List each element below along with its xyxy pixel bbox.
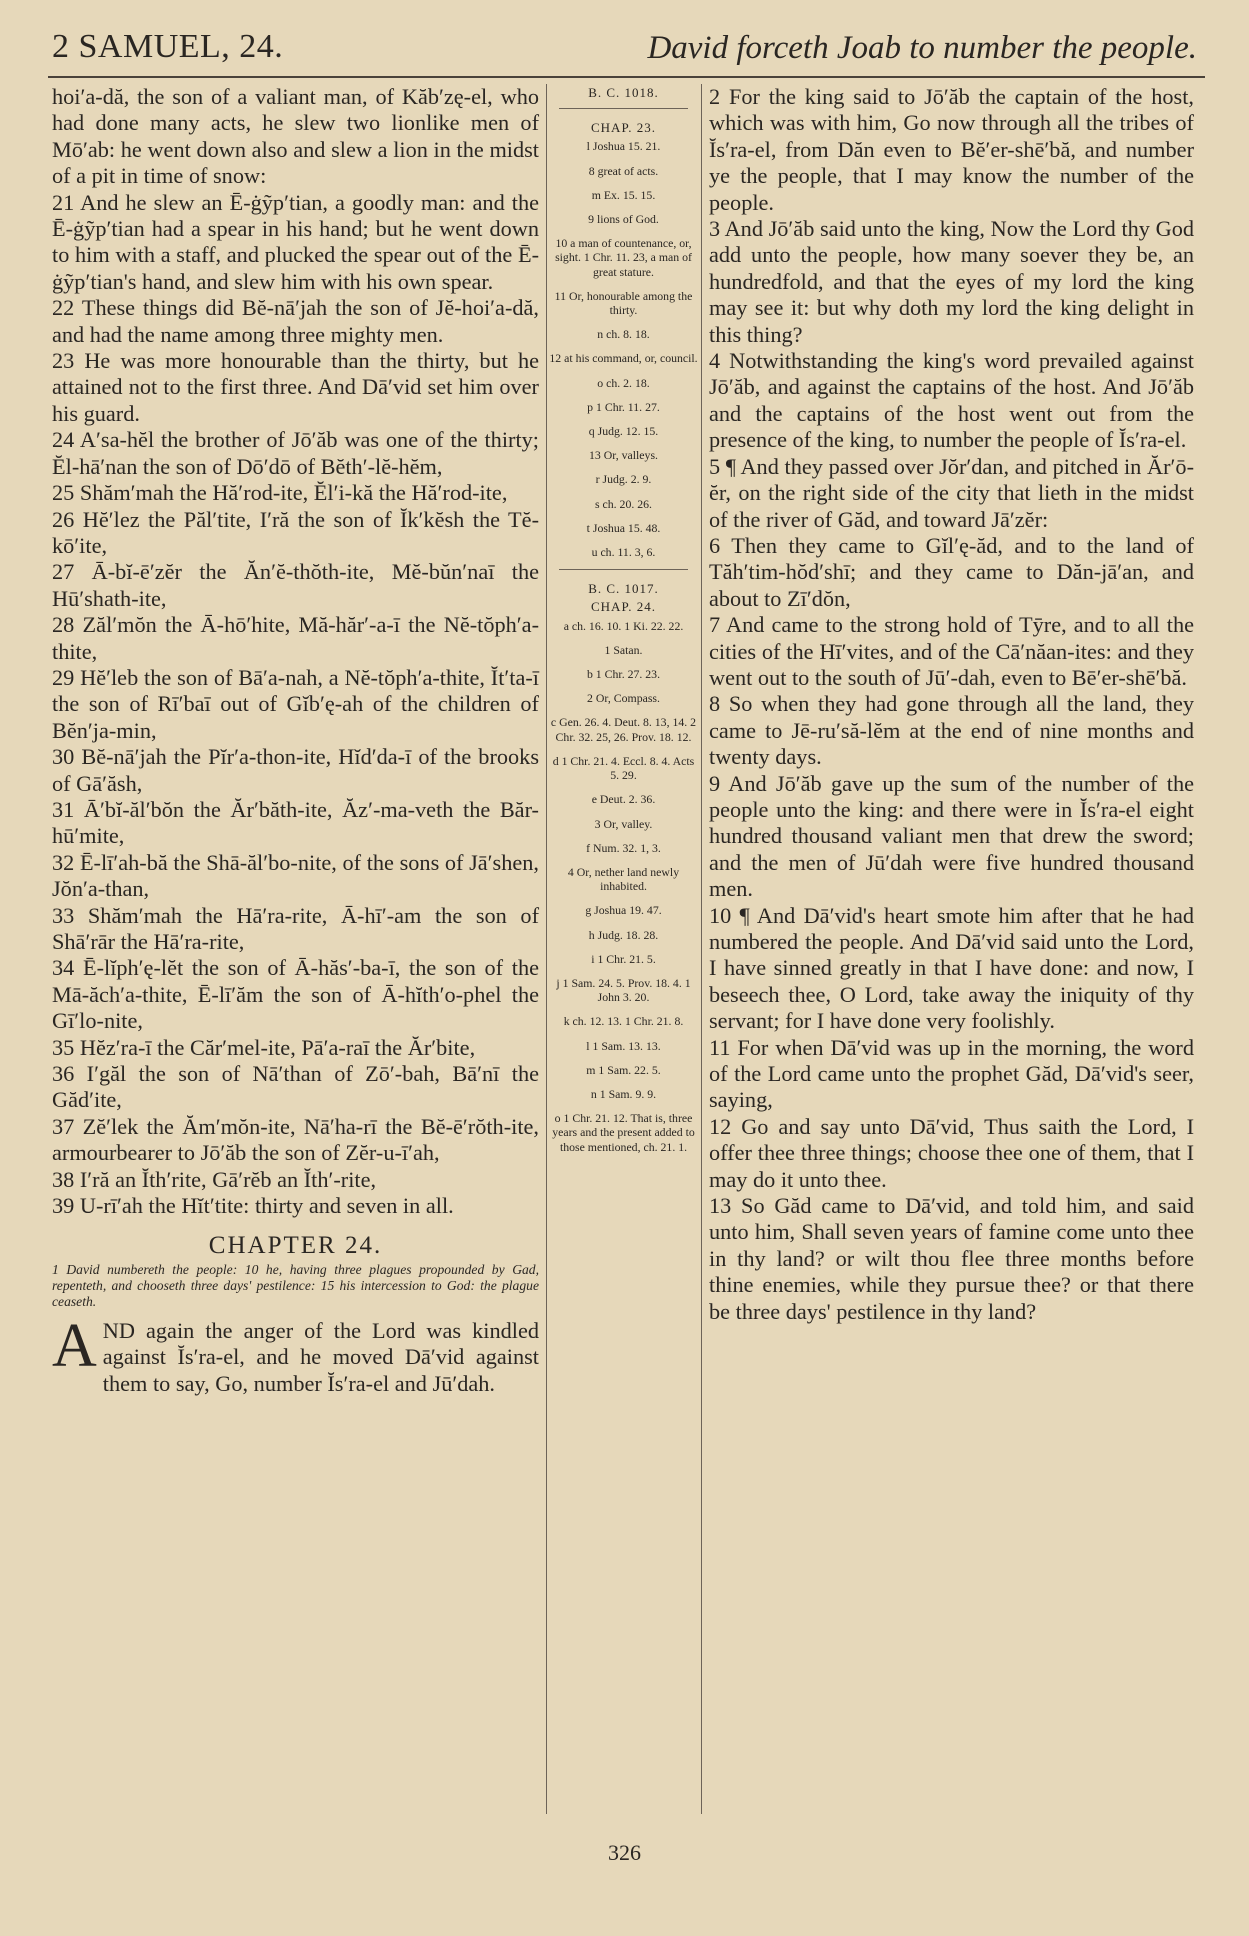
verse: 28 Zăl′mŏn the Ā-hō′hite, Mă-hăr′-a-ī the Nĕ-tŏph′a-thite, [52, 612, 539, 664]
verse: 11 For when Dā′vid was up in the morning, the word of the Lord came unto the prophet Găd, Dā′vid's seer, saying, [709, 1034, 1194, 1113]
divider [559, 569, 688, 570]
reference: r Judg. 2. 9. [595, 472, 652, 487]
reference: j 1 Sam. 24. 5. Prov. 18. 4. 1 John 3. 20. [556, 975, 691, 1005]
verse: 31 Ā′bĭ-ăl′bŏn the Ăr′băth-ite, Ăz′-ma-veth the Băr-hū′mite, [52, 796, 539, 849]
verse: 39 U-rī′ah the Hĭt′tite: thirty and seven in all. [52, 1193, 454, 1219]
verse: 2 For the king said to Jō′ăb the captain of the host, which was with him, Go now through all the tribes of Ĭs′ra-el, from Dăn even to Bĕ′er-shē′bă, and number ye the people, that I may know the number of the people. [709, 84, 1194, 215]
marginal-references [549, 86, 698, 1164]
verse: 29 Hĕ′leb the son of Bā′a-nah, a Nĕ-tŏph′a-thite, Ĭt′ta-ī the son of Rī′baī out of Gĭb′ę-ah of the children of Bĕn′ja-min, [52, 664, 539, 743]
reference: t Joshua 15. 48. [586, 520, 661, 535]
verse: 5 ¶ And they passed over Jŏr′dan, and pitched in Ăr′ō-ĕr, on the right side of the city that lieth in the midst of the river of Găd, and toward Jā′zĕr: [709, 453, 1194, 532]
verse: 10 ¶ And Dā′vid's heart smote him after that he had numbered the people. And Dā′vid said unto the Lord, I have sinned greatly in that I have done: and now, I beseech thee, O Lord, take away the iniquity of thy servant; for I have done very foolishly. [709, 902, 1194, 1034]
verse: 13 So Găd came to Dā′vid, and told him, and said unto him, Shall seven years of famine come unto thee in thy land? or wilt thou flee three months before thine enemies, while they pursue thee? or that there be three days' pestilence in thy land? [709, 1193, 1194, 1324]
reference: k ch. 12. 13. 1 Chr. 21. 8. [563, 1014, 684, 1029]
verse: 8 So when they had gone through all the land, they came to Jē-ru′să-lĕm at the end of nine months and twenty days. [709, 691, 1194, 770]
reference: l 1 Sam. 13. 13. [586, 1038, 661, 1053]
reference: b 1 Chr. 27. 23. [586, 667, 661, 682]
verse: 7 And came to the strong hold of Tȳre, and to all the cities of the Hī′vites, and of the Cā′năan-ites: and they went out to the south of Jū′-dah, even to Bē′er-shē′bă. [709, 612, 1194, 690]
reference: 10 a man of countenance, or, sight. 1 Chr. 11. 23, a man of great stature. [555, 236, 692, 279]
verse: 9 And Jō′ăb gave up the sum of the number of the people unto the king: and there were in Ĭs′ra-el eight hundred thousand valiant men that drew the sword; and the men of Jū′dah were five hundred thousand men. [709, 770, 1194, 902]
reference: h Judg. 18. 28. [588, 927, 659, 942]
verse: hoi′a-dă, the son of a valiant man, of Kăb′zę-el, who had done many acts, he slew two lionlike men of Mō′ab: he went down also and slew a lion in the midst of a pit in time of snow: [52, 84, 539, 189]
reference: d 1 Chr. 21. 4. Eccl. 8. 4. Acts 5. 29. [552, 753, 695, 783]
verse: 30 Bĕ-nā′jah the Pĭr′a-thon-ite, Hĭd′da-ī of the brooks of Gā′ăsh, [52, 744, 539, 796]
reference: 3 Or, valley. [594, 816, 653, 831]
reference: a ch. 16. 10. 1 Ki. 22. 22. [563, 618, 684, 633]
drop-cap-letter: A [52, 1311, 97, 1380]
reference: 9 lions of God. [588, 212, 659, 227]
verse: 23 He was more honourable than the thirty, but he attained not to the first three. And Dā′vid set him over his guard. [52, 348, 539, 426]
reference: 2 Or, Compass. [587, 691, 660, 706]
reference: s ch. 20. 26. [594, 496, 652, 511]
chapter-ref: CHAP. 23. [591, 120, 656, 136]
reference: n 1 Sam. 9. 9. [590, 1086, 657, 1101]
verse: 24 A′sa-hĕl the brother of Jō′ăb was one of the thirty; Ĕl-hā′nan the son of Dō′dō of Bĕth′-lĕ-hĕm, [52, 427, 539, 479]
chapter-ref: CHAP. 24. [591, 599, 656, 615]
reference: 1 Satan. [604, 642, 643, 657]
reference: c Gen. 26. 4. Deut. 8. 13, 14. 2 Chr. 32. 25, 26. Prov. 18. 12. [550, 715, 697, 744]
reference: i 1 Chr. 21. 5. [591, 951, 656, 966]
chapter-opening-verse [52, 1311, 539, 1397]
reference: 4 Or, nether land newly inhabited. [567, 864, 680, 894]
right-text-column [709, 84, 1194, 1325]
verse: 37 Zĕ′lek the Ăm′mŏn-ite, Nā′ha-rī the Bĕ-ē′rŏth-ite, armourbearer to Jō′ăb the son of Zĕr-u-ī′ah, [52, 1113, 539, 1166]
reference: o 1 Chr. 21. 12. That is, three years and the present added to those mentioned, ch. 21. 1. [552, 1111, 695, 1154]
reference: 8 great of acts. [588, 163, 659, 178]
left-text-column [52, 84, 539, 1397]
verse: 6 Then they came to Gĭl′ę-ăd, and to the land of Tăh′tim-hŏd′shī; and they came to Dăn-jā′an, and about to Zī′dŏn, [709, 532, 1194, 611]
reference: 13 Or, valleys. [589, 448, 658, 463]
reference: f Num. 32. 1, 3. [586, 840, 661, 855]
verse: 3 And Jō′ăb said unto the king, Now the Lord thy God add unto the people, how many soever they be, an hundredfold, and that the eyes of my lord the king may see it: but why doth my lord the king delight in this thing? [709, 216, 1194, 347]
column-divider [701, 84, 702, 1814]
verse: 12 Go and say unto Dā′vid, Thus saith the Lord, I offer thee three things; choose thee one of them, that I may do it unto thee. [709, 1113, 1194, 1192]
reference: o ch. 2. 18. [597, 375, 650, 390]
date-note: B. C. 1018. [588, 85, 659, 100]
verse: 26 Hĕ′lez the Păl′tite, I′ră the son of Ĭk′kĕsh the Tĕ-kō′ite, [52, 506, 539, 558]
chapter-heading: CHAPTER 24. [208, 1232, 383, 1260]
reference: n ch. 8. 18. [597, 327, 650, 342]
verse: 34 Ē-lĭph′ę-lĕt the son of Ā-hăs′-ba-ī, the son of the Mā-ăch′a-thite, Ē-lī′ăm the son of Ā-hĭth′o-phel the Gī′lo-nite, [52, 955, 539, 1034]
reference: m Ex. 15. 15. [591, 187, 656, 202]
running-header-summary: David forceth Joab to number the people. [647, 30, 1197, 66]
reference: u ch. 11. 3, 6. [591, 545, 656, 560]
chapter-summary: 1 David numbereth the people: 10 he, having three plagues propounded by Gad, repenteth, and chooseth three days' pestilence: 15 his intercession to God: the plague ceaseth. [52, 1261, 539, 1309]
divider [559, 108, 688, 109]
verse: 32 Ē-lī′ah-bă the Shā-ăl′bo-nite, of the sons of Jā′shen, Jŏn′a-than, [52, 849, 539, 902]
verse: 35 Hĕz′ra-ī the Căr′mel-ite, Pā′a-raī the Ăr′bite, [52, 1034, 476, 1060]
verse: 38 I′ră an Ĭth′rite, Gā′rĕb an Ĭth′-rite, [52, 1166, 377, 1192]
verse: 25 Shăm′mah the Hă′rod-ite, Ĕl′i-kă the Hă′rod-ite, [52, 480, 508, 506]
header-rule [48, 76, 1205, 78]
verse: 36 I′găl the son of Nā′than of Zō′-bah, Bā′nī the Găd′ite, [52, 1061, 539, 1113]
verse: 27 Ā-bĭ-ē′zĕr the Ăn′ĕ-thŏth-ite, Mĕ-bŭn′naī the Hū′shath-ite, [52, 559, 539, 611]
reference: g Joshua 19. 47. [585, 903, 662, 918]
verse-text: ND again the anger of the Lord was kindled against Ĭs′ra-el, and he moved Dā′vid against them to say, Go, number Ĭs′ra-el and Jū′dah. [102, 1317, 539, 1396]
reference: q Judg. 12. 15. [588, 424, 659, 439]
verse: 33 Shăm′mah the Hā′ra-rite, Ā-hī′-am the son of Shā′rār the Hā′ra-rite, [52, 902, 539, 954]
verse: 21 And he slew an Ē-ġỹp′tian, a goodly man: and the Ē-ġỹp′tian had a spear in his hand; but he went down to him with a staff, and plucked the spear out of the Ē-ġỹp′tian's hand, and slew him with his own spear. [52, 189, 539, 294]
page-number: 326 [608, 1840, 641, 1865]
reference: 11 Or, honourable among the thirty. [554, 288, 693, 318]
verse: 22 These things did Bĕ-nā′jah the son of Jĕ-hoi′a-dă, and had the name among three mighty men. [52, 295, 539, 347]
reference: l Joshua 15. 21. [586, 139, 661, 154]
reference: 12 at his command, or, council. [549, 351, 698, 366]
reference: p 1 Chr. 11. 27. [587, 399, 660, 414]
column-divider [546, 84, 547, 1814]
verse: 4 Notwithstanding the king's word prevailed against Jō′ăb, and against the captains of the host. And Jō′ăb and the captains of the host went out from the presence of the king, to number the people of Ĭs′ra-el. [709, 348, 1194, 453]
date-note: B. C. 1017. [588, 581, 659, 597]
reference: e Deut. 2. 36. [591, 792, 656, 807]
running-header-reference: 2 SAMUEL, 24. [52, 28, 284, 65]
reference: m 1 Sam. 22. 5. [586, 1062, 661, 1077]
